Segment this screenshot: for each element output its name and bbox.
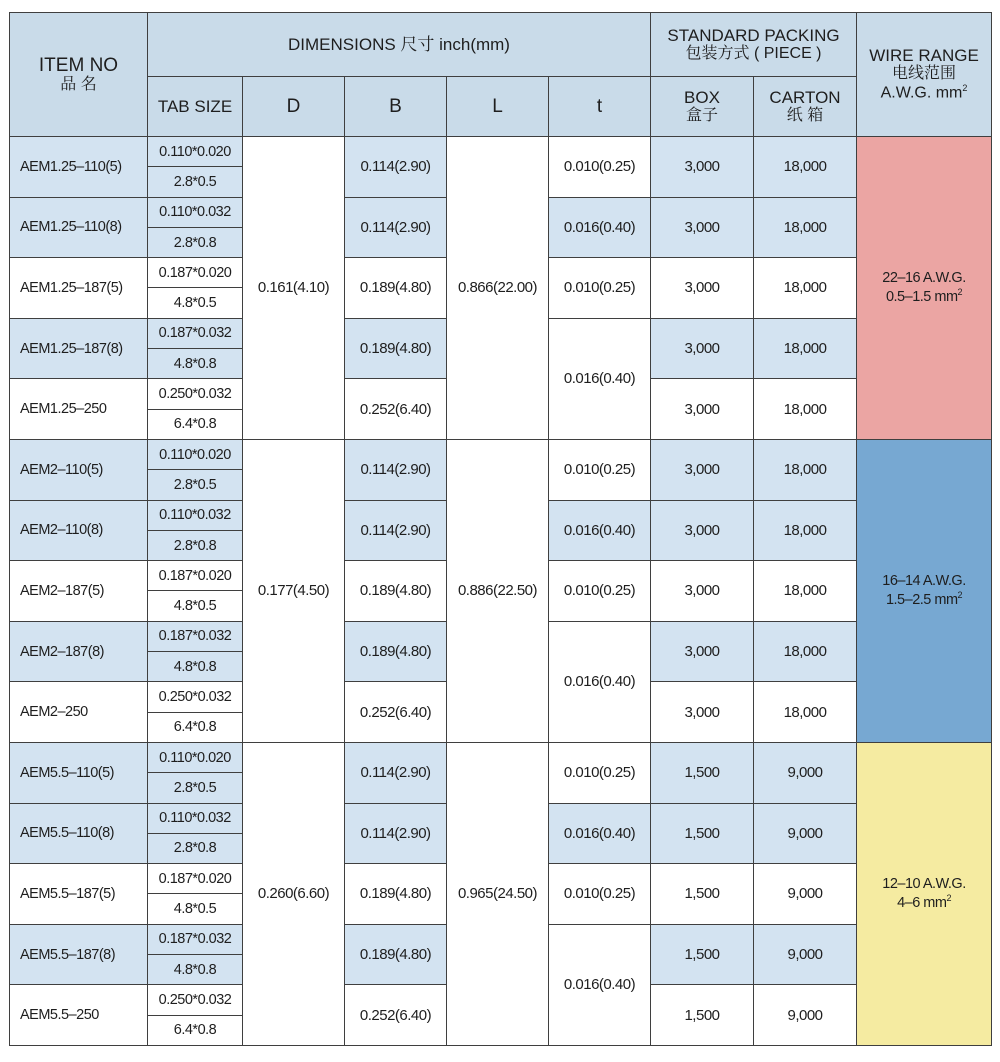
item-no-cell: AEM5.5–110(5)	[10, 742, 148, 803]
wire-range-mm: 0.5–1.5 $mm^2$	[885, 287, 963, 305]
carton-qty-cell: 18,000	[754, 137, 857, 198]
tab-size-mm-cell: 4.8*0.5	[148, 288, 243, 318]
box-qty-cell: 1,500	[651, 924, 754, 985]
dimension-t-cell: 0.010(0.25)	[549, 864, 651, 925]
tab-size-inch-cell: 0.110*0.020	[148, 439, 243, 469]
dimension-b-cell: 0.114(2.90)	[345, 137, 447, 198]
header-wire-range-units: A.W.G. $mm^2$	[880, 83, 968, 102]
dimension-t-cell: 0.010(0.25)	[549, 561, 651, 622]
carton-qty-cell: 9,000	[754, 924, 857, 985]
box-qty-cell: 1,500	[651, 742, 754, 803]
table-row	[10, 439, 992, 469]
table-row	[10, 137, 992, 167]
header-item-no-label: ITEM NO	[38, 54, 119, 76]
box-qty-cell: 1,500	[651, 864, 754, 925]
header-wire-range-label: WIRE RANGE	[869, 46, 979, 66]
dimension-t-cell: 0.016(0.40)	[549, 500, 651, 561]
wire-range-cell	[857, 439, 992, 742]
header-l: L	[447, 77, 549, 137]
tab-size-mm-cell: 2.8*0.5	[148, 773, 243, 803]
item-no-cell: AEM5.5–187(8)	[10, 924, 148, 985]
header-packing-cn-label: 包装方式 ( PIECE )	[685, 45, 822, 63]
box-qty-cell: 3,000	[651, 439, 754, 500]
item-no-cell: AEM2–187(8)	[10, 621, 148, 682]
tab-size-mm-cell: 4.8*0.5	[148, 591, 243, 621]
header-item-no-cn-label: 品 名	[60, 76, 97, 94]
table-row	[10, 742, 992, 772]
tab-size-inch-cell: 0.110*0.032	[148, 803, 243, 833]
wire-range-awg: 12–10 A.W.G.	[882, 875, 966, 892]
carton-qty-cell: 18,000	[754, 379, 857, 440]
carton-qty-cell: 18,000	[754, 682, 857, 743]
dimension-b-cell: 0.114(2.90)	[345, 742, 447, 803]
box-qty-cell: 3,000	[651, 621, 754, 682]
wire-range-cell	[857, 137, 992, 440]
carton-qty-cell: 9,000	[754, 864, 857, 925]
table-header	[10, 13, 992, 137]
item-no-cell: AEM5.5–250	[10, 985, 148, 1046]
dimension-b-cell: 0.189(4.80)	[345, 924, 447, 985]
item-no-cell: AEM2–187(5)	[10, 561, 148, 622]
carton-qty-cell: 18,000	[754, 318, 857, 379]
dimension-b-cell: 0.189(4.80)	[345, 318, 447, 379]
box-qty-cell: 1,500	[651, 985, 754, 1046]
dimension-b-cell: 0.189(4.80)	[345, 561, 447, 622]
box-qty-cell: 3,000	[651, 379, 754, 440]
dimension-d-cell: 0.161(4.10)	[243, 137, 345, 440]
dimension-d-cell: 0.260(6.60)	[243, 742, 345, 1045]
header-box: BOX 盒子	[651, 77, 754, 137]
dimension-b-cell: 0.114(2.90)	[345, 500, 447, 561]
dimension-b-cell: 0.114(2.90)	[345, 803, 447, 864]
header-wire-range	[857, 13, 992, 137]
tab-size-inch-cell: 0.187*0.032	[148, 924, 243, 954]
tab-size-inch-cell: 0.250*0.032	[148, 682, 243, 712]
dimension-t-cell: 0.016(0.40)	[549, 803, 651, 864]
item-no-cell: AEM1.25–110(8)	[10, 197, 148, 258]
dimension-l-cell: 0.965(24.50)	[447, 742, 549, 1045]
header-t: t	[549, 77, 651, 137]
item-no-cell: AEM2–110(8)	[10, 500, 148, 561]
tab-size-mm-cell: 4.8*0.8	[148, 955, 243, 985]
wire-range-cell	[857, 742, 992, 1045]
tab-size-inch-cell: 0.110*0.032	[148, 500, 243, 530]
spec-table	[9, 12, 992, 1046]
dimension-t-cell: 0.010(0.25)	[549, 137, 651, 198]
tab-size-mm-cell: 2.8*0.8	[148, 833, 243, 863]
dimension-t-cell: 0.010(0.25)	[549, 258, 651, 319]
dimension-b-cell: 0.114(2.90)	[345, 197, 447, 258]
tab-size-mm-cell: 4.8*0.5	[148, 894, 243, 924]
item-no-cell: AEM5.5–187(5)	[10, 864, 148, 925]
box-qty-cell: 1,500	[651, 803, 754, 864]
box-qty-cell: 3,000	[651, 137, 754, 198]
header-standard-packing	[651, 13, 857, 77]
wire-range-mm: 1.5–2.5 $mm^2$	[885, 590, 963, 608]
tab-size-mm-cell: 4.8*0.8	[148, 652, 243, 682]
box-qty-cell: 3,000	[651, 197, 754, 258]
carton-qty-cell: 18,000	[754, 197, 857, 258]
carton-qty-cell: 9,000	[754, 985, 857, 1046]
header-packing-label: STANDARD PACKING	[667, 26, 840, 46]
header-tab-size: TAB SIZE	[148, 77, 243, 137]
dimension-l-cell: 0.866(22.00)	[447, 137, 549, 440]
carton-qty-cell: 18,000	[754, 258, 857, 319]
header-d: D	[243, 77, 345, 137]
tab-size-mm-cell: 6.4*0.8	[148, 409, 243, 439]
dimension-b-cell: 0.189(4.80)	[345, 864, 447, 925]
tab-size-inch-cell: 0.110*0.020	[148, 137, 243, 167]
header-item-no	[10, 13, 148, 137]
dimension-b-cell: 0.252(6.40)	[345, 682, 447, 743]
dimension-b-cell: 0.252(6.40)	[345, 985, 447, 1046]
tab-size-mm-cell: 6.4*0.8	[148, 712, 243, 742]
tab-size-inch-cell: 0.187*0.032	[148, 318, 243, 348]
box-qty-cell: 3,000	[651, 561, 754, 622]
header-wire-range-cn-label: 电线范围	[892, 65, 957, 83]
tab-size-mm-cell: 2.8*0.5	[148, 167, 243, 197]
carton-qty-cell: 18,000	[754, 561, 857, 622]
tab-size-mm-cell: 2.8*0.8	[148, 530, 243, 560]
dimension-d-cell: 0.177(4.50)	[243, 439, 345, 742]
carton-qty-cell: 18,000	[754, 500, 857, 561]
tab-size-inch-cell: 0.110*0.020	[148, 742, 243, 772]
tab-size-inch-cell: 0.250*0.032	[148, 985, 243, 1015]
tab-size-inch-cell: 0.187*0.020	[148, 864, 243, 894]
item-no-cell: AEM1.25–187(8)	[10, 318, 148, 379]
carton-qty-cell: 9,000	[754, 803, 857, 864]
tab-size-mm-cell: 2.8*0.5	[148, 470, 243, 500]
carton-qty-cell: 9,000	[754, 742, 857, 803]
wire-range-awg: 22–16 A.W.G.	[882, 269, 966, 286]
header-dimensions-label: DIMENSIONS 尺寸 inch(mm)	[288, 34, 510, 54]
box-qty-cell: 3,000	[651, 682, 754, 743]
tab-size-inch-cell: 0.187*0.020	[148, 258, 243, 288]
tab-size-inch-cell: 0.110*0.032	[148, 197, 243, 227]
tab-size-inch-cell: 0.187*0.020	[148, 561, 243, 591]
item-no-cell: AEM1.25–187(5)	[10, 258, 148, 319]
dimension-t-cell: 0.016(0.40)	[549, 924, 651, 1045]
dimension-l-cell: 0.886(22.50)	[447, 439, 549, 742]
item-no-cell: AEM2–110(5)	[10, 439, 148, 500]
tab-size-mm-cell: 2.8*0.8	[148, 227, 243, 257]
dimension-t-cell: 0.016(0.40)	[549, 621, 651, 742]
box-qty-cell: 3,000	[651, 500, 754, 561]
item-no-cell: AEM5.5–110(8)	[10, 803, 148, 864]
box-qty-cell: 3,000	[651, 258, 754, 319]
dimension-t-cell: 0.010(0.25)	[549, 742, 651, 803]
dimension-t-cell: 0.016(0.40)	[549, 318, 651, 439]
header-b: B	[345, 77, 447, 137]
wire-range-mm: 4–6 $mm^2$	[897, 893, 951, 911]
dimension-b-cell: 0.114(2.90)	[345, 439, 447, 500]
carton-qty-cell: 18,000	[754, 621, 857, 682]
dimension-t-cell: 0.016(0.40)	[549, 197, 651, 258]
wire-range-awg: 16–14 A.W.G.	[882, 572, 966, 589]
tab-size-inch-cell: 0.187*0.032	[148, 621, 243, 651]
item-no-cell: AEM2–250	[10, 682, 148, 743]
carton-qty-cell: 18,000	[754, 439, 857, 500]
dimension-t-cell: 0.010(0.25)	[549, 439, 651, 500]
dimension-b-cell: 0.189(4.80)	[345, 258, 447, 319]
table-body	[10, 137, 992, 1046]
product-spec-sheet	[9, 12, 991, 1054]
header-dimensions	[148, 13, 651, 77]
dimension-b-cell: 0.189(4.80)	[345, 621, 447, 682]
item-no-cell: AEM1.25–110(5)	[10, 137, 148, 198]
dimension-b-cell: 0.252(6.40)	[345, 379, 447, 440]
tab-size-inch-cell: 0.250*0.032	[148, 379, 243, 409]
box-qty-cell: 3,000	[651, 318, 754, 379]
header-carton: CARTON 纸 箱	[754, 77, 857, 137]
tab-size-mm-cell: 6.4*0.8	[148, 1015, 243, 1045]
tab-size-mm-cell: 4.8*0.8	[148, 349, 243, 379]
item-no-cell: AEM1.25–250	[10, 379, 148, 440]
